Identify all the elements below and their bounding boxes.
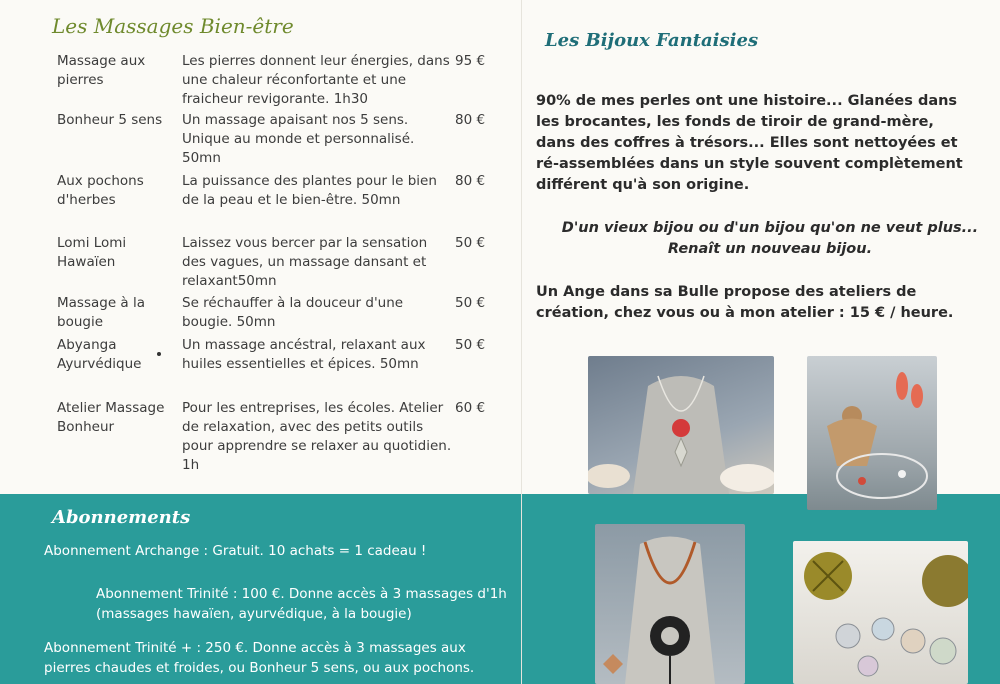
massage-name: Bonheur 5 sens xyxy=(57,112,163,128)
massage-price: 50 € xyxy=(455,235,486,251)
massage-description: Un massage ancéstral, relaxant aux huiles essentielles et épices. 50mn xyxy=(182,337,426,372)
massage-description: Un massage apaisant nos 5 sens. Unique au monde et personnalisé. 50mn xyxy=(182,112,415,166)
massage-price: 80 € xyxy=(455,112,486,128)
massage-name: Massage aux pierres xyxy=(57,53,146,88)
abonnement-trinite-detail: (massages hawaïen, ayurvédique, à la bougie) xyxy=(96,606,412,622)
bijoux-intro: 90% de mes perles ont une histoire... Glanées dans les brocantes, les fonds de tiroir de grand-mère, dans des coffres à trésors... Elles sont nettoyées et ré-assemblées dans un style souvent complètement différent qu'à son origine. xyxy=(536,93,963,193)
massage-price: 60 € xyxy=(455,400,486,416)
abonnement-trinite-plus-detail: pierres chaudes et froides, ou Bonheur 5 sens, ou aux pochons. xyxy=(44,660,475,676)
photo-rings-ornaments xyxy=(793,541,968,684)
massage-name: Aux pochons d'herbes xyxy=(57,173,144,208)
massage-name: Massage à la bougie xyxy=(57,295,146,330)
massage-price: 50 € xyxy=(455,295,486,311)
massage-description: Les pierres donnent leur énergies, dans une chaleur réconfortante et une fraicheur revigorante. 1h30 xyxy=(182,53,450,107)
massage-description: La puissance des plantes pour le bien de la peau et le bien-être. 50mn xyxy=(182,173,437,208)
bijoux-title: Les Bijoux Fantaisies xyxy=(545,30,759,51)
massage-name: Lomi Lomi Hawaïen xyxy=(57,235,127,270)
photo-ring-necklace xyxy=(595,524,745,684)
massage-price: 80 € xyxy=(455,173,486,189)
bijoux-ateliers: Un Ange dans sa Bulle propose des ateliers de création, chez vous ou à mon atelier : 15 € / heure. xyxy=(536,284,954,321)
quote-line-2: Renaît un nouveau bijou. xyxy=(667,241,873,257)
massage-description: Pour les entreprises, les écoles. Atelier de relaxation, avec des petits outils pour apprendre se relaxer au quotidien. 1h xyxy=(182,400,452,473)
photo-pendant-necklace xyxy=(588,356,774,494)
massage-description: Laissez vous bercer par la sensation des vagues, un massage dansant et relaxant50mn xyxy=(182,235,428,289)
massage-price: 95 € xyxy=(455,53,486,69)
photo-angel-bracelets xyxy=(807,356,937,510)
massage-name: Abyanga Ayurvédique xyxy=(57,337,142,372)
necklace-illustration xyxy=(588,356,774,494)
quote-line-1: D'un vieux bijou ou d'un bijou qu'on ne veut plus... xyxy=(561,220,979,236)
rings-illustration xyxy=(793,541,968,684)
angel-illustration xyxy=(807,356,937,510)
massage-name: Atelier Massage Bonheur xyxy=(57,400,165,435)
ring-necklace-illustration xyxy=(595,524,745,684)
bijoux-quote xyxy=(560,218,980,260)
abonnements-title: Abonnements xyxy=(52,507,191,528)
abonnement-archange: Abonnement Archange : Gratuit. 10 achats = 1 cadeau ! xyxy=(44,543,427,559)
massages-title: Les Massages Bien-être xyxy=(52,14,294,38)
massage-description: Se réchauffer à la douceur d'une bougie. 50mn xyxy=(182,295,404,330)
stray-dot xyxy=(157,352,161,356)
abonnement-trinite-plus: Abonnement Trinité + : 250 €. Donne accès à 3 massages aux xyxy=(44,640,466,656)
abonnement-trinite: Abonnement Trinité : 100 €. Donne accès à 3 massages d'1h xyxy=(96,586,507,602)
massage-price: 50 € xyxy=(455,337,486,353)
